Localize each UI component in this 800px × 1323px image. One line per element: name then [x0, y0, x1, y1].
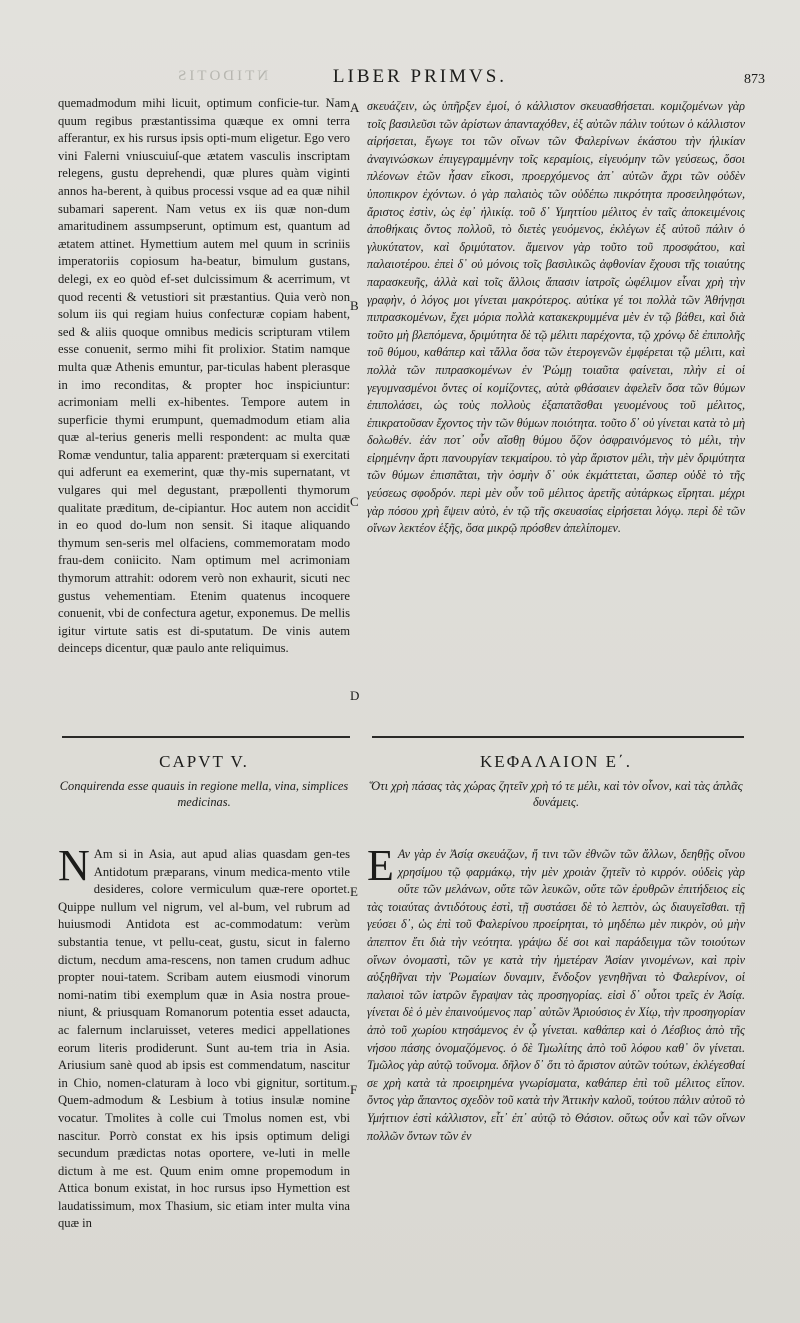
greek-chapter-title: ΚΕΦΑΛΑΙΟΝ Ε΄. [480, 752, 632, 771]
latin-chapter-title: CAPVT V. [159, 752, 249, 771]
running-head: LIBER PRIMVS. [332, 66, 508, 87]
greek-paragraph-top: σκευάζειν, ὡς ὑπῆρξεν ἐμοί, ὁ κάλλιστον σκευασθήσεται. κομιζομένων γὰρ τοῖς βασιλεῦσι τῶν ἀρίστων ἁπανταχόθεν, ἐξ αὐτῶν πάλιν τούτων ὁ κάλλιστον αἱρήσεται, ἔγωγε τοι τῶν οἴνων τῶν Φαλερίνων ἑκάστου τὴν ἡλικίαν ἀναγινώσκων ἐπιγεγραμμένην τοῖς κεραμίοις, εἰγευόμην τῶν γεύσεως, ὅσοι πλέονων ἐτῶν ἦσαν εἴκοσι, προερχόμενος ἀπ᾿ αὐτῶν ἄχρι τῶν οὐδὲν ὑποπικρον ἐχόντων. ὁ γὰρ παλαιὸς τῶν οὐδέπω πικρότητα προσειληφότων, ἄριστος ἐστὶν, ὡς ἐφ᾿ ἡλικίᾳ. τοῦ δ᾿ Υμηττίου μέλιτος ἐν ταῖς ἀποκειμένοις ἀποθήκαις ὄντος πολλοῦ, τὸ διετὲς γευόμενος, ἐκλέγων ἐξ αὐτοῦ πάλιν ὁ γλυκύτατον, καὶ δριμύτατον. ἄμεινον γὰρ τοῦτο τοῦ προσφάτου, καὶ παλαιοτέρου. ἐπεὶ δ᾿ οὐ μόνοις τοῖς βασιλικῶς ἀφθονίαν ἔχουσι τῆς τοιαύτης παρασκευῆς, ἀλλὰ καὶ τοῖς ἄλλοις ἅπασιν ἰατροῖς ὠφέλιμον εἶναι χρὴ τὴν γραφὴν, ὁ λόγος μοι γίνεται μακρότερος. αὐτίκα γέ τοι πολλὰ τῶν Ἀθήνῃσι πιπρασκομένων, ἔχει μόρια πολλὰ κατακεκρυμμένα μὲν ἐν τῷ βάθει, καὶ διὰ τοῦτο μὴ βλεπόμενα, δριμύτητα δὲ τῷ μέλιτι παρέχοντα, τῷ χρόνῳ δὲ ἐπιπολῆς τοῦ θύμου, καθάπερ καὶ τἄλλα ὅσα τῶν ἑτερογενῶν ἐμφέρεται τῷ μέλιτι, καὶ πολλὰ τῶν πιπρασκομένων ἐν Ῥώμῃ τοιαῦτα φαίνεται, πλὴν εἰ οἱ γεγυμνασμένοι ὄντες οἱ κομίζοντες, αὐτὰ φθάσαιεν ἀφελεῖν ὅσα τῶν θύμων ἐπιπολάσει, ὡς τοὺς πολλοὺς ἐξαπατᾶσθαι γευομένους τοῦ μέλιτος, ἐπικρατοῦσαν ἔχοντος τὴν τῶν θύμων ποιότητα. τοῦτο δ᾿ οὐ γίνεται κατὰ τὸ μὴ δολωθέν. ἐάν ποτ᾿ οὖν αἴσθῃ θύμου ὄζον ὀσφραινόμενος τὸ μέλι, τὴν εἰρημένην ἄρτι πανουργίαν τεκμαίρου. τὸ γὰρ ἄριστον μέλι, τὴν μὲν δριμύτητα τῶν θύμων ἐπισπᾶται, τὴν ὀσμὴν δ᾿ οὐκ ἐκμάττεται, ὥσπερ οὐδὲ τὸ τῆς γεύσεως σφοδρόν. περὶ μὲν οὖν τοῦ μέλιτος ἀρετῆς αὐτάρκως εἴρηται. μέχρι γὰρ πόσου χρὴ ἕψειν αὐτὸ, ἐν τῷ τῆς σκευασίας εἰρήσεται λόγῳ. περὶ δὲ τῶν οἴνων λεκτέον ἑξῆς, ὅσα μικρῷ πρόσθεν ἀπελίπομεν. [367, 99, 745, 536]
latin-column-bottom [58, 846, 350, 1266]
latin-divider-rule [62, 736, 350, 738]
latin-body-bottom: Am si in Asia, aut apud alias quasdam gen-tes Antidotum præparans, vinum medica-mento vtile desideres, colore vermiculum quæ-rere oportet. Quippe nullum vel nigrum, vel al-bum, vel rubrum ad huiusmodi Antidota est ac-commodatum: verùm substantia tenue, vt pellu-ceat, gustu, sicut in falerno dictum, necdum ama-rescens, non tamen crudum adhuc propter noui-tatem. Scribam autem eiusmodi vinorum nomi-natim tibi exemplum quæ in Asia nostra proue-niunt, & priusquam Romanorum potentia esset adaucta, ac falernum inclaruisset, veteres medici appellationes eorum literis prodiderunt. Sunt au-tem tria in Asia. Ariusium sanè quod ab ipsis est commendatum, nascitur in Chio, nomen-claturam à loco vbi gignitur, sortitum. Quem-admodum & Lesbium à totius insulæ nomine vocatur. Tmolites à colle cui Tmolus nomen est, vbi nascitur. Porrò constat ex his ipsis optimum deligi secundum prædictas notas oportere, ve-luti in melle dictum à me est. Quum enim omne propemodum in Attica bonum existat, in hoc rursus ipso Hymettion est laudatissimum, mox Thasium, sic etiam inter multa vina quæ in [58, 847, 350, 1231]
margin-letter-f: F [350, 1082, 358, 1097]
bleed-through-text: NTIDOTIS [175, 68, 269, 84]
greek-column-top [367, 98, 745, 708]
latin-paragraph-bottom [58, 846, 350, 1233]
latin-paragraph-top: quemadmodum mihi licuit, optimum conficie-tur. Nam quum regibus præstantissima quæque ex omni terra afferantur, ex his rursus ipsis opti-mum eligetur. Ego vero vini Falerni vniuscuiuſ-que ætatem vasculis inscriptam relegens, gustu deprehendi, quæ plures quàm viginti annos ha-berent, à quibus processi vsque ad ea quæ nihil subamari saperent. Nam vetus ex iis quæ non-dum amaritudinem assumpserunt, optimum est, quantum ad ætatem attinet. Hymettium autem mel quum in scriniis imperatoriis copiosum ha-beatur, bimulum gustans, delegi, ex eo quòd ef-set dulcissimum & acerrimum, vt quod recenti & vetustiori sit præstantius. Quia verò non solum iis qui regiam huius confecturæ copiam habent, sed & aliis quoque omnibus medicis scripturam vtilem esse conuenit, sermo mihi fit prolixior. Statim namque multa quæ Athenis emuntur, par-ticulas habent plerasque in imo reconditas, & propter hoc inspiciuntur: acrimoniam melli ex-hibentes. Tempore autem in superficie thymi erumpunt, quemadmodum etiam alia quæ al-terius generis melli respondent: ac multa quæ Romæ venduntur, talia apparent: præterquam si exercitati qui adferunt ea exemerint, quæ thy-mis supernatant, vt vulgares qui mel degustant, præpollenti thymorum qualitate præditum, de-cipiantur. Hoc autem non accidit in eo quod do-lum non sensit. Si itaque aliquando thymum sen-seris mel olfaciens, commemoratam modo frau-dem coniicito. Nam optimum mel acrimoniam thymorum attrahit: odorem verò non exhaurit, sicuti nec gustus vehementiam. Etenim quatenus incoquere conuenit, vbi de confectura agetur, exponemus. De mellis igitur virtute satis est di-sputatum. De vinis autem deinceps dicentur, quæ paulo ante reliquimus. [58, 96, 350, 656]
greek-column-bottom [367, 846, 745, 1266]
greek-drop-cap: Ε [367, 846, 394, 890]
greek-chapter-subtitle: Ὅτι χρὴ πάσας τὰς χώρας ζητεῖν χρὴ τό τε μέλι, καὶ τὸν οἶνον, καὶ τὰς ἁπλᾶς δυνάμεις. [369, 779, 743, 809]
margin-letter-d: D [350, 688, 360, 703]
latin-drop-cap: N [58, 846, 90, 890]
latin-column-top [58, 95, 350, 705]
margin-letter-e: E [350, 884, 358, 899]
margin-letter-c: C [350, 494, 359, 509]
margin-letter-a: A [350, 100, 360, 115]
greek-divider-rule [372, 736, 744, 738]
page-number: 873 [744, 72, 765, 87]
margin-letter-b: B [350, 298, 359, 313]
greek-paragraph-bottom [367, 846, 745, 1145]
latin-chapter-subtitle: Conquirenda esse quauis in regione mella, vina, simplices medicinas. [59, 779, 349, 809]
greek-body-bottom: Αν γὰρ ἐν Ἀσίᾳ σκευάζων, ἤ τινι τῶν ἐθνῶν τῶν ἄλλων, δεηθῇς οἴνου χρησίμου τῷ φαρμάκῳ, τὴν μὲν χροιὰν ζητεῖν τὸ κιρρόν. οὐδεὶς γὰρ οὔτε τῶν μελάνων, οὔτε τῶν λευκῶν, οὔτε τῶν ἐρυθρῶν ἐπιτήδειος εἰς τὰς τοιαύτας ἀντιδότους ἐστὶ, τῇ συστάσει δὲ τὸ λεπτὸν, ὡς διαυγεῖσθαι. τῇ γεύσει δ᾿, ὡς ἐπὶ τοῦ Φαλερίνου προείρηται, τὸ μηδέπω μὲν πικρὸν, οὐ μὴν ἀπεπτον ἔτι διὰ τὴν νεότητα. γράψω δέ σοι καὶ παράδειγμα τῶν τοιούτων οἴνων ὀνομαστὶ, τῶν γε κατὰ τὴν ἡμετέραν Ἀσίαν γινομένων, καὶ πρὶν αὐξηθῆναι τὴν Ῥωμαίων δυναμιν, ἔνδοξον γενηθῆναι τὸ Φαλερίνον, οἱ παλαιοὶ τῶν ἰατρῶν ἔγραψαν τὰς προσηγορίας. εἰσὶ δ᾿ οὗτοι τρεῖς ἐν Ἀσίᾳ. γίνεται δὲ ὁ μὲν ἐπαινούμενος παρ᾿ αὐτῶν Ἀριούσιος ἐν Χίῳ, τὴν προσηγορίαν ἀπὸ τοῦ χωρίου κτησάμενος ἐν ᾧ γίνεται. καθάπερ καὶ ὁ Λέσβιος ἀπὸ τῆς νήσου πάσης ὀνομαζόμενος. ὁ δὲ Τμωλίτης ἀπὸ τοῦ λόφου καθ᾿ ὃν γίνεται. Τμῶλος γὰρ αὐτῷ τοὔνομα. δῆλον δ᾿ ὅτι τὸ ἄριστον αὐτῶν τούτων, ἐκλέγεσθαί σε χρὴ κατὰ τὰ προειρημένα γνωρίσματα, καθάπερ ἐπὶ τοῦ μέλιτος εἴπον. ὄντος γὰρ ἅπαντος σχεδὸν τοῦ κατὰ τὴν Ἀττικὴν καλοῦ, τούτου πάλιν αὐτοῦ τὸ Υμήττιον ἐστὶ κάλλιστον, εἶτ᾿ ἐπ᾿ αὐτῷ τὸ Θάσιον. οὕτως οὖν καὶ τῶν οἴνων πολλῶν ὄντων τῶν ἐν [367, 847, 745, 1143]
